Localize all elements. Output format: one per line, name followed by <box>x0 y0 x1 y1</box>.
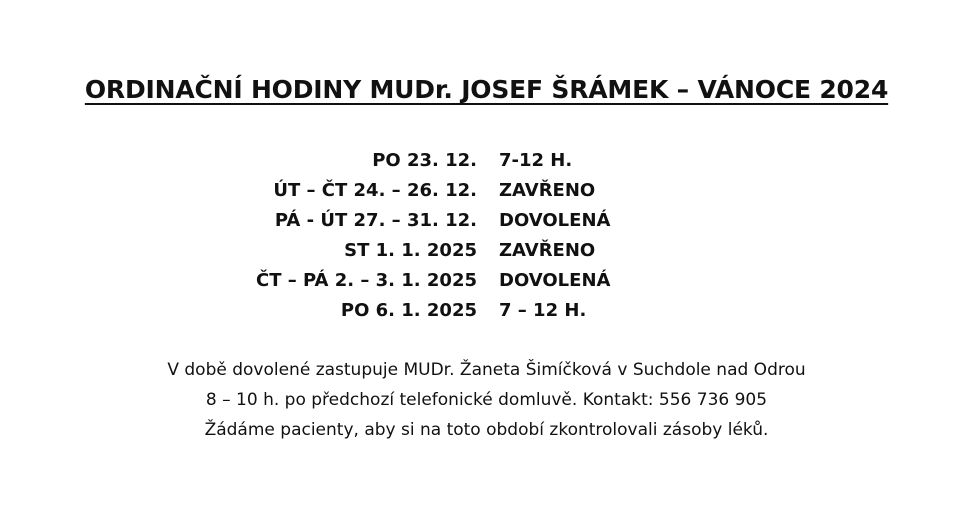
medication-reminder-note: Žádáme pacienty, aby si na toto období zkontrolovali zásoby léků. <box>204 420 769 440</box>
notes-block <box>0 355 973 445</box>
schedule-date: PO 23. 12. <box>372 150 477 171</box>
schedule-hours: DOVOLENÁ <box>499 210 611 231</box>
schedule-date: PÁ - ÚT 27. – 31. 12. <box>274 210 477 231</box>
schedule-hours: ZAVŘENO <box>499 240 596 261</box>
contact-note: 8 – 10 h. po předchozí telefonické domluvě. Kontakt: 556 736 905 <box>205 390 768 410</box>
schedule-date: ČT – PÁ 2. – 3. 1. 2025 <box>255 270 477 291</box>
schedule-hours: DOVOLENÁ <box>499 270 611 291</box>
schedule-date: PO 6. 1. 2025 <box>340 300 477 321</box>
schedule-row <box>0 296 973 326</box>
substitute-doctor-note: V době dovolené zastupuje MUDr. Žaneta Šimíčková v Suchdole nad Odrou <box>167 360 806 380</box>
schedule-hours: 7 – 12 H. <box>499 300 587 321</box>
schedule-date: ST 1. 1. 2025 <box>344 240 477 261</box>
schedule-date: ÚT – ČT 24. – 26. 12. <box>273 180 477 201</box>
schedule-row <box>0 266 973 296</box>
schedule-row <box>0 146 973 176</box>
page-title: ORDINAČNÍ HODINY MUDr. JOSEF ŠRÁMEK – VÁNOCE 2024 <box>84 75 889 104</box>
schedule-table <box>0 146 973 326</box>
schedule-hours: ZAVŘENO <box>499 180 596 201</box>
schedule-row <box>0 206 973 236</box>
schedule-hours: 7-12 H. <box>499 150 573 171</box>
schedule-row <box>0 236 973 266</box>
schedule-row <box>0 176 973 206</box>
